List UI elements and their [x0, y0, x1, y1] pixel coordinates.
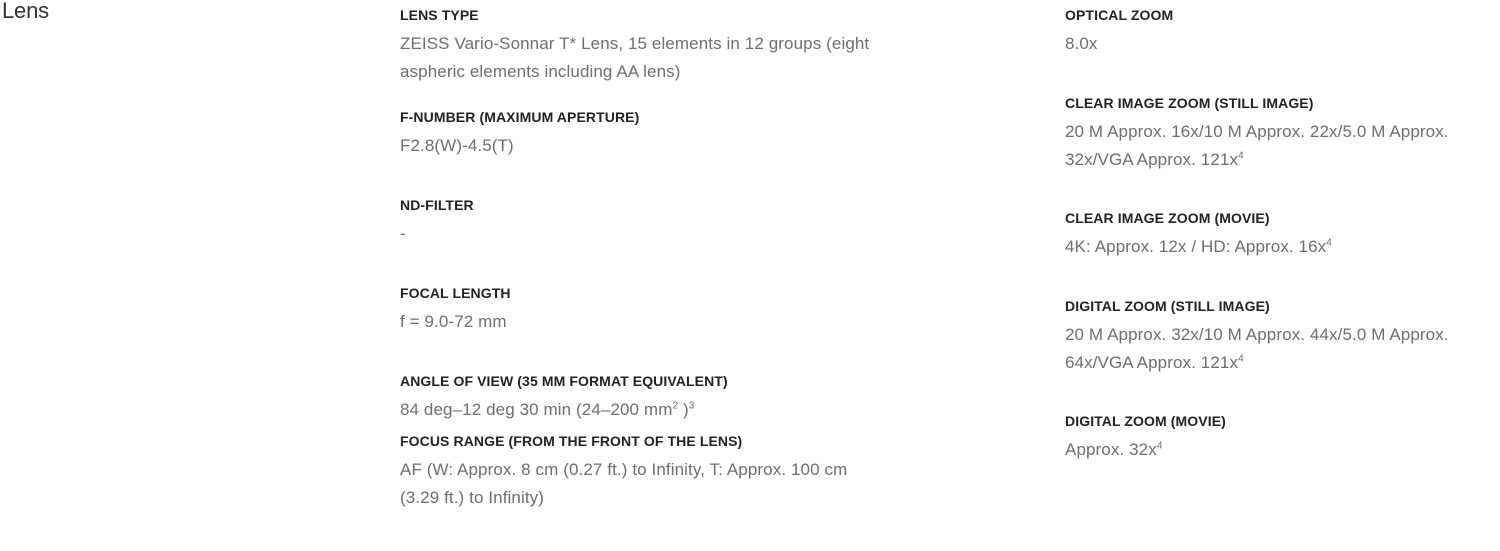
spec-value	[1065, 436, 1500, 464]
spec-value-main: 4K: Approx. 12x / HD: Approx. 16x	[1065, 237, 1327, 256]
section-title: Lens	[2, 0, 49, 23]
spec-value: 8.0x	[1065, 34, 1098, 53]
footnote-marker: 2	[672, 400, 679, 412]
spec-value: ZEISS Vario-Sonnar T* Lens, 15 elements in 12 groups (eight aspheric elements including AA lens)	[400, 34, 870, 81]
spec-clear-image-zoom-movie	[1065, 209, 1500, 297]
spec-value: f = 9.0-72 mm	[400, 312, 507, 331]
spec-nd-filter	[400, 196, 920, 284]
spec-angle-of-view	[400, 372, 920, 432]
spec-label: FOCAL LENGTH	[400, 285, 511, 301]
spec-optical-zoom	[1065, 6, 1500, 94]
footnote-marker: 4	[1238, 150, 1244, 162]
spec-label: DIGITAL ZOOM (STILL IMAGE)	[1065, 298, 1270, 314]
spec-lens-type	[400, 6, 920, 108]
spec-label: ND-FILTER	[400, 197, 474, 213]
spec-label: FOCUS RANGE (FROM THE FRONT OF THE LENS)	[400, 433, 743, 449]
spec-value	[1065, 118, 1500, 174]
spec-value-main: Approx. 32x	[1065, 440, 1157, 459]
spec-column-right	[1065, 6, 1500, 464]
spec-label: CLEAR IMAGE ZOOM (MOVIE)	[1065, 210, 1270, 226]
spec-value	[400, 396, 920, 424]
spec-value	[1065, 321, 1500, 377]
spec-value: AF (W: Approx. 8 cm (0.27 ft.) to Infinity, T: Approx. 100 cm (3.29 ft.) to Infinity)	[400, 460, 848, 507]
spec-label: ANGLE OF VIEW (35 MM FORMAT EQUIVALENT)	[400, 373, 728, 389]
spec-label: CLEAR IMAGE ZOOM (STILL IMAGE)	[1065, 95, 1314, 111]
spec-value: F2.8(W)-4.5(T)	[400, 136, 514, 155]
spec-label: OPTICAL ZOOM	[1065, 7, 1174, 23]
spec-value	[1065, 233, 1500, 261]
spec-value: -	[400, 224, 406, 243]
spec-focus-range	[400, 432, 920, 512]
spec-label: LENS TYPE	[400, 7, 479, 23]
spec-digital-zoom-movie	[1065, 412, 1500, 464]
spec-f-number	[400, 108, 920, 196]
spec-value-main: 84 deg–12 deg 30 min (24–200 mm	[400, 400, 673, 419]
footnote-marker: 4	[1238, 353, 1244, 365]
spec-value-main: 20 M Approx. 16x/10 M Approx. 22x/5.0 M Approx. 32x/VGA Approx. 121x	[1065, 122, 1449, 169]
footnote-marker: 4	[1326, 237, 1332, 249]
spec-value-main: 20 M Approx. 32x/10 M Approx. 44x/5.0 M Approx. 64x/VGA Approx. 121x	[1065, 325, 1449, 372]
spec-focal-length	[400, 284, 920, 372]
footnote-marker: 3	[688, 400, 695, 412]
spec-column-left	[400, 6, 920, 512]
spec-clear-image-zoom-still	[1065, 94, 1500, 209]
spec-label: F-NUMBER (MAXIMUM APERTURE)	[400, 109, 640, 125]
spec-label: DIGITAL ZOOM (MOVIE)	[1065, 413, 1226, 429]
spec-digital-zoom-still	[1065, 297, 1500, 412]
footnote-marker: 4	[1156, 440, 1163, 452]
spec-value-tail: )	[678, 400, 689, 419]
